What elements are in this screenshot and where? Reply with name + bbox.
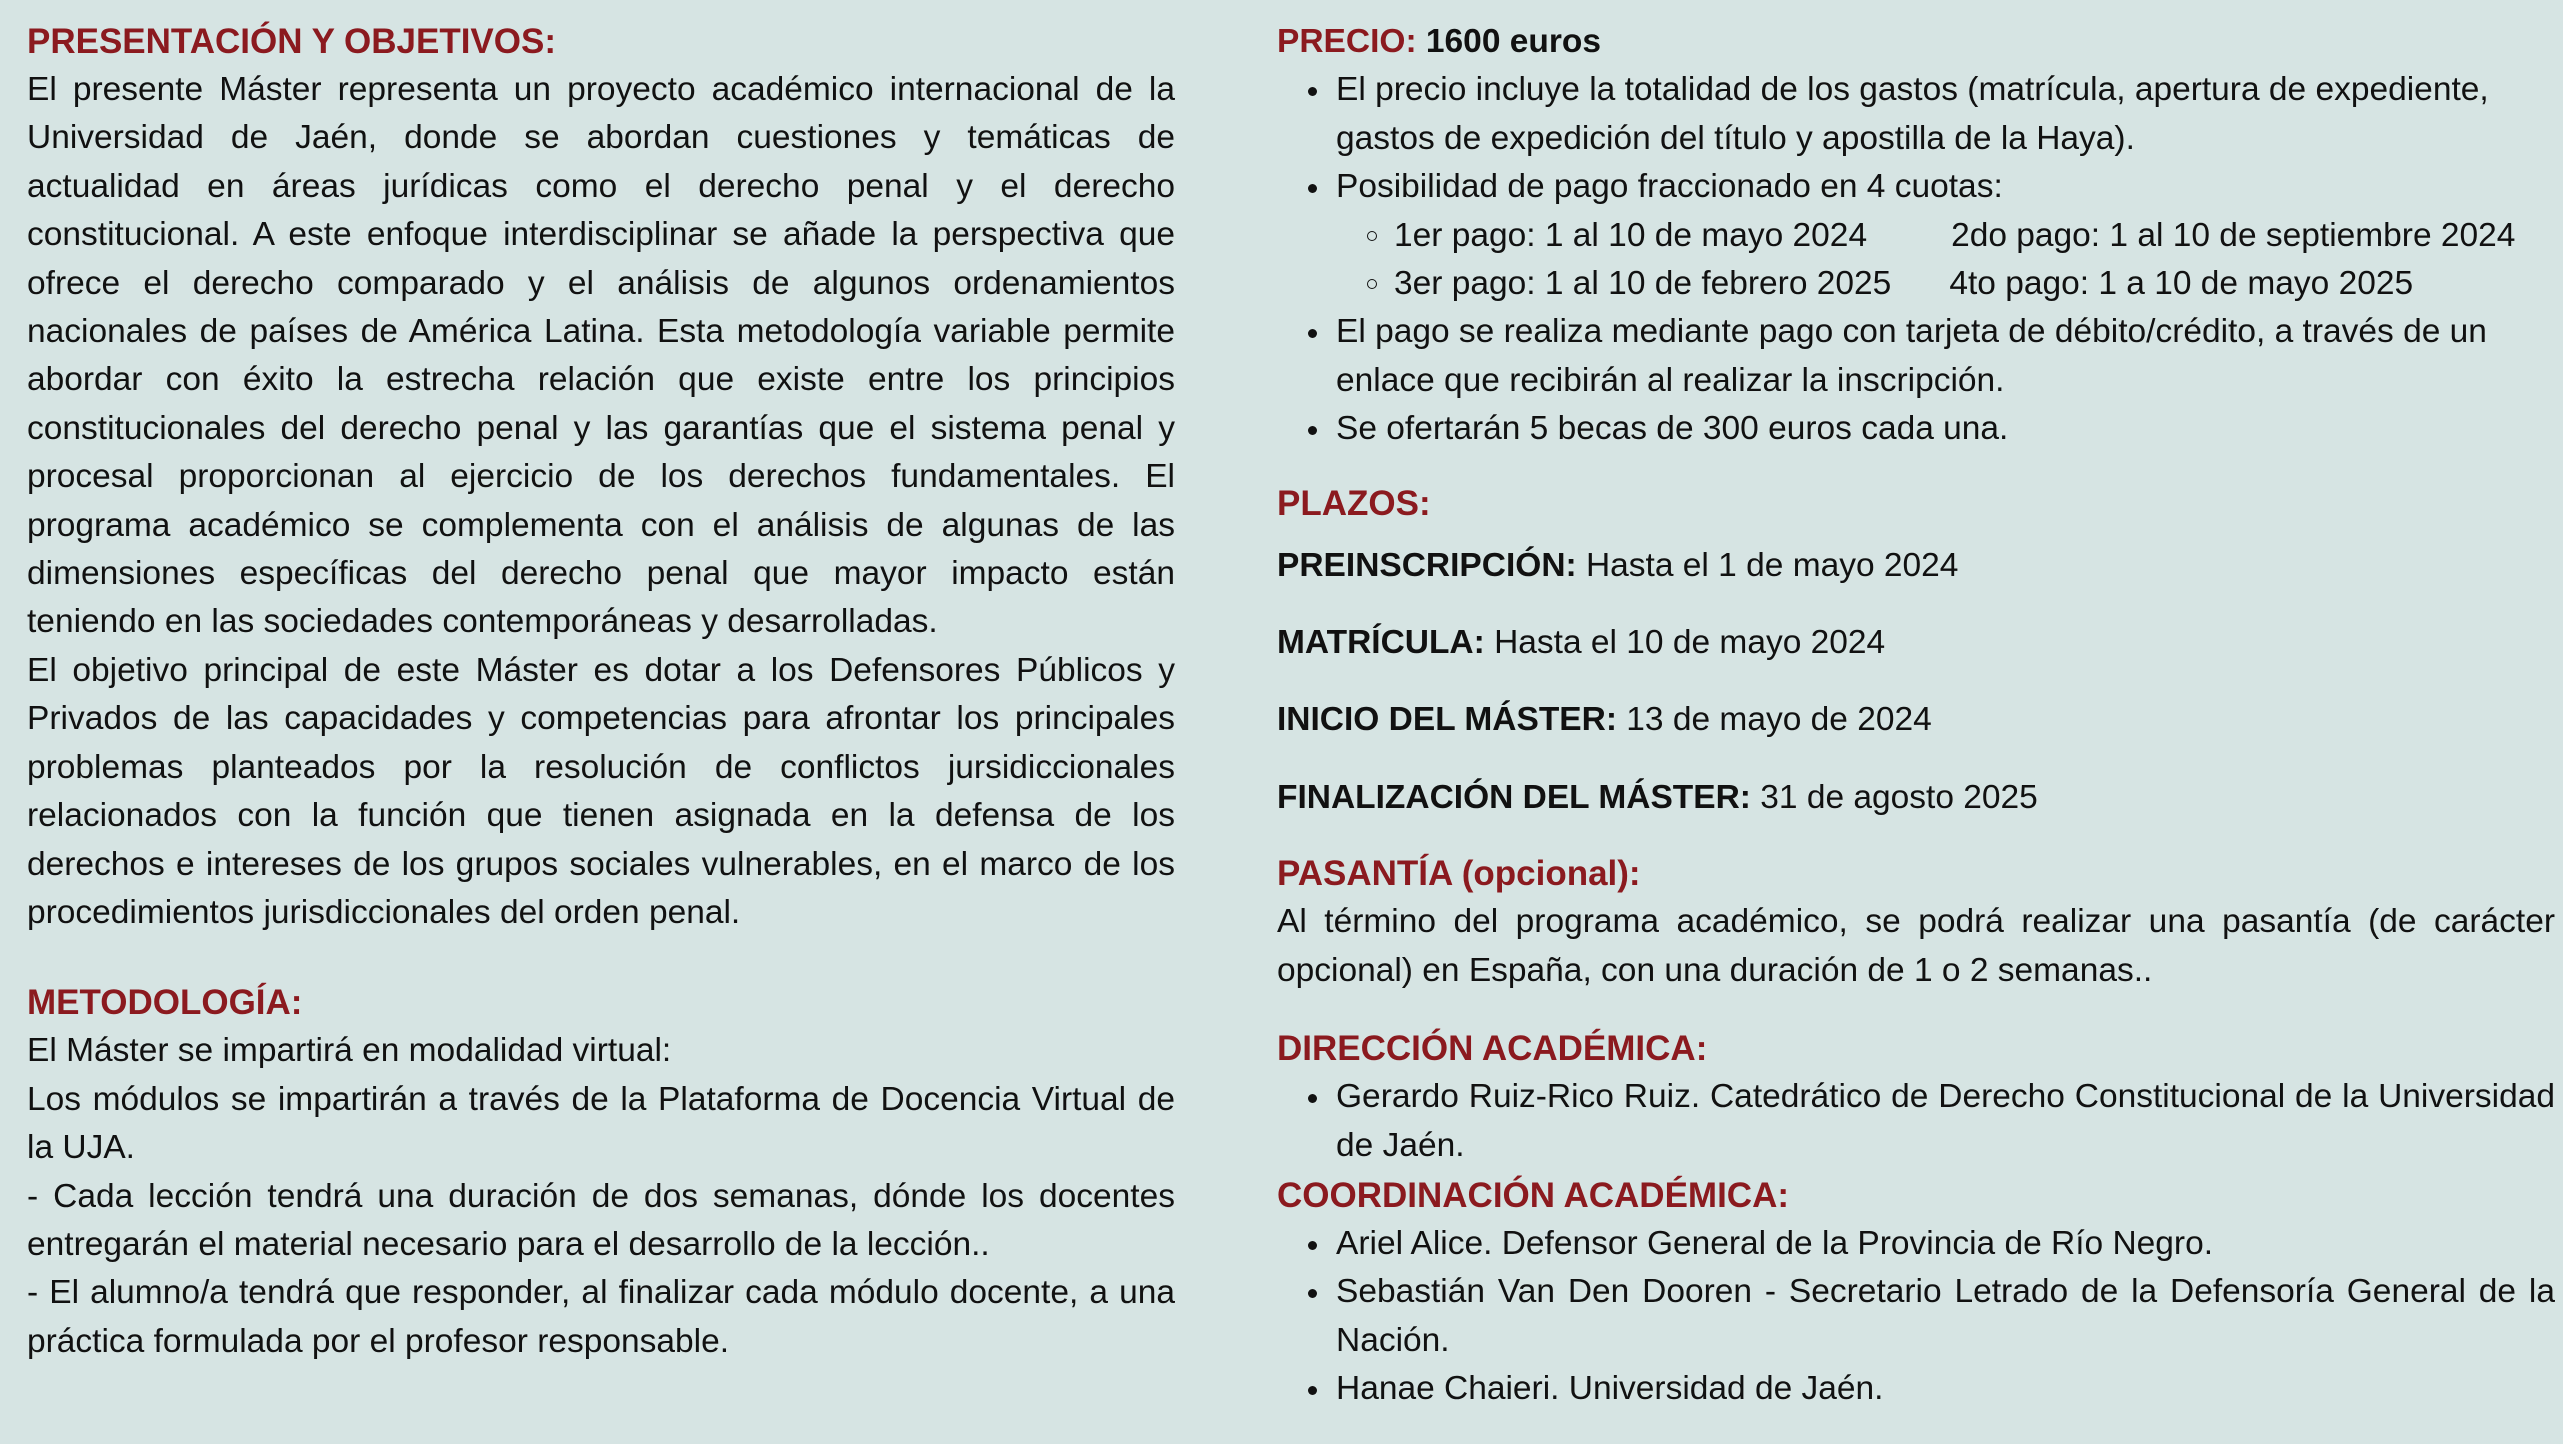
plazo-label: INICIO DEL MÁSTER: <box>1277 701 1617 739</box>
precio-label: PRECIO: <box>1277 23 1417 60</box>
pasantia-heading: PASANTÍA (opcional): <box>1277 854 1641 894</box>
cuota-4: 4to pago: 1 a 10 de mayo 2025 <box>1949 265 2414 303</box>
precio-cuotas-intro: Posibilidad de pago fraccionado en 4 cuotas: <box>1336 168 2003 206</box>
plazo-value: 13 de mayo de 2024 <box>1626 701 1932 739</box>
metodologia-heading: METODOLOGÍA: <box>27 983 303 1023</box>
cuotas-list <box>1277 212 2555 309</box>
precio-value: 1600 euros <box>1425 23 1601 60</box>
list-item: Hanae Chaieri. Universidad de Jaén. <box>1277 1365 2555 1413</box>
plazo-value: 31 de agosto 2025 <box>1760 778 2038 816</box>
precio-list-continued <box>1277 308 2555 453</box>
metodologia-line-1: El Máster se impartirá en modalidad virtual: <box>27 1032 672 1070</box>
right-column <box>1277 18 2555 1414</box>
direccion-list <box>1277 1073 2555 1170</box>
list-item <box>1277 212 2555 260</box>
list-item <box>1277 163 2555 211</box>
presentacion-paragraph-1: El presente Máster representa un proyecto académico internacional de la Universidad de Jaén, donde se abordan cuestiones y temáticas de actualidad en áreas jurídicas como el derecho penal y el derecho constitucional. A este enfoque interdisciplinar se añade la perspectiva que ofrece el derecho comparado y el análisis de algunos ordenamientos nacionales de países de América Latina. Esta metodología variable permite abordar con éxito la estrecha relación que existe entre los principios constitucionales del derecho penal y las garantías que el sistema penal y procesal proporcionan al ejercicio de los derechos fundamentales. El programa académico se complementa con el análisis de algunas de las dimensiones específicas del derecho penal que mayor impacto están teniendo en las sociedades contemporáneas y desarrolladas. <box>27 71 1175 641</box>
cuota-3: 3er pago: 1 al 10 de febrero 2025 <box>1394 265 1892 303</box>
metodologia-line-4: - El alumno/a tendrá que responder, al finalizar cada módulo docente, a una práctica formulada por el profesor responsable. <box>27 1274 1175 1360</box>
cuota-2: 2do pago: 1 al 10 de septiembre 2024 <box>1951 216 2516 254</box>
list-item: El precio incluye la totalidad de los gastos (matrícula, apertura de expediente, gastos de expedición del título y apostilla de la Haya). <box>1277 66 2555 163</box>
direccion-heading: DIRECCIÓN ACADÉMICA: <box>1277 1029 1708 1069</box>
metodologia-line-3: - Cada lección tendrá una duración de dos semanas, dónde los docentes entregarán el material necesario para el desarrollo de la lección.. <box>27 1177 1175 1263</box>
pasantia-text: Al término del programa académico, se podrá realizar una pasantía (de carácter opcional) en España, con una duración de 1 o 2 semanas.. <box>1277 903 2555 989</box>
plazo-finalizacion <box>1277 774 2555 822</box>
cuota-1: 1er pago: 1 al 10 de mayo 2024 <box>1394 216 1868 254</box>
list-item: El pago se realiza mediante pago con tarjeta de débito/crédito, a través de un enlace que recibirán al realizar la inscripción. <box>1277 308 2555 405</box>
plazo-inicio <box>1277 696 2555 744</box>
list-item: Gerardo Ruiz-Rico Ruiz. Catedrático de Derecho Constitucional de la Universidad de Jaén. <box>1277 1073 2555 1170</box>
list-item: Sebastián Van Den Dooren - Secretario Letrado de la Defensoría General de la Nación. <box>1277 1268 2555 1365</box>
plazo-value: Hasta el 10 de mayo 2024 <box>1494 624 1886 662</box>
coordinacion-heading: COORDINACIÓN ACADÉMICA: <box>1277 1175 1790 1215</box>
plazo-label: FINALIZACIÓN DEL MÁSTER: <box>1277 778 1751 816</box>
plazo-label: MATRÍCULA: <box>1277 624 1485 662</box>
metodologia-line-2: Los módulos se impartirán a través de la Plataforma de Docencia Virtual de la UJA. <box>27 1080 1175 1167</box>
left-column <box>27 18 1175 1366</box>
plazos-heading: PLAZOS: <box>1277 483 1431 523</box>
plazo-matricula <box>1277 619 2555 667</box>
precio-line <box>1277 18 2555 66</box>
plazo-value: Hasta el 1 de mayo 2024 <box>1585 546 1959 584</box>
presentacion-heading: PRESENTACIÓN Y OBJETIVOS: <box>27 22 556 61</box>
presentacion-paragraph-2: El objetivo principal de este Máster es dotar a los Defensores Públicos y Privados de las capacidades y competencias para afrontar los principales problemas planteados por la resolución de conflictos jursidiccionales relacionados con la función que tienen asignada en la defensa de los derechos e intereses de los grupos sociales vulnerables, en el marco de los procedimientos jurisdiccionales del orden penal. <box>27 651 1175 931</box>
plazo-preinscripcion <box>1277 542 2555 590</box>
list-item: Se ofertarán 5 becas de 300 euros cada una. <box>1277 405 2555 453</box>
precio-list <box>1277 66 2555 211</box>
list-item <box>1277 260 2555 308</box>
list-item: Ariel Alice. Defensor General de la Provincia de Río Negro. <box>1277 1220 2555 1268</box>
plazo-label: PREINSCRIPCIÓN: <box>1277 546 1577 584</box>
coordinacion-list <box>1277 1220 2555 1414</box>
